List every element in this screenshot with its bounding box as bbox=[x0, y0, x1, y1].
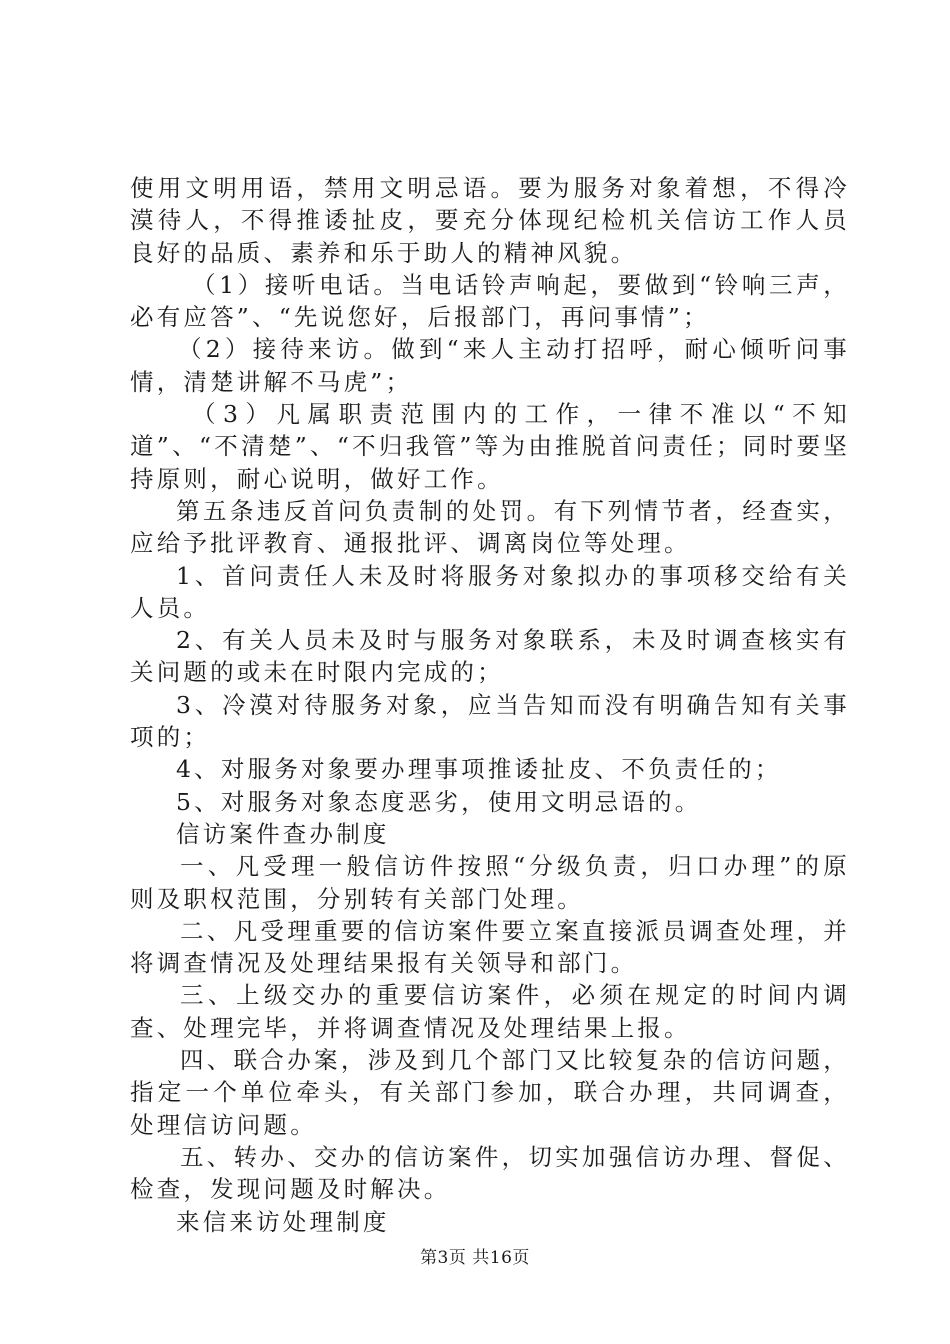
paragraph-civil-language: 使用文明用语，禁用文明忌语。要为服务对象着想，不得冷漠待人，不得推诿扯皮，要充分体现纪检机关信访工作人员良好的品质、素养和乐于助人的精神风貌。 bbox=[130, 174, 850, 267]
document-body bbox=[130, 172, 850, 1238]
paragraph-item-5: 5、对服务对象态度恶劣，使用文明忌语的。 bbox=[176, 787, 702, 816]
paragraph-item-2: 2、有关人员未及时与服务对象联系，未及时调查核实有关问题的或未在时限内完成的； bbox=[130, 626, 850, 687]
paragraph-item-4: 4、对服务对象要办理事项推诿扯皮、不负责任的； bbox=[176, 755, 782, 784]
paragraph-duty-scope: （3）凡属职责范围内的工作，一律不准以“不知道”、“不清楚”、“不归我管”等为由推脱首问责任；同时要坚持原则，耐心说明，做好工作。 bbox=[130, 400, 850, 493]
paragraph-case-3: 三、上级交办的重要信访案件，必须在规定的时间内调查、处理完毕，并将调查情况及处理结果上报。 bbox=[130, 981, 850, 1042]
page-footer bbox=[0, 1243, 950, 1268]
paragraph-case-5: 五、转办、交办的信访案件，切实加强信访办理、督促、检查，发现问题及时解决。 bbox=[130, 1142, 850, 1204]
section-heading-case-handling: 信访案件查办制度 bbox=[176, 819, 390, 848]
paragraph-receive-visitors: （2）接待来访。做到“来人主动打招呼，耐心倾听问事情，清楚讲解不马虎”； bbox=[130, 335, 850, 396]
paragraph-item-1: 1、首问责任人未及时将服务对象拟办的事项移交给有关人员。 bbox=[130, 561, 850, 622]
paragraph-answer-phone: （1）接听电话。当电话铃声响起，要做到“铃响三声，必有应答”、“先说您好，后报部门，再问事情”； bbox=[130, 270, 850, 332]
paragraph-case-4: 四、联合办案，涉及到几个部门又比较复杂的信访问题，指定一个单位牵头，有关部门参加，联合办理，共同调查，处理信访问题。 bbox=[130, 1046, 850, 1139]
paragraph-item-3: 3、冷漠对待服务对象，应当告知而没有明确告知有关事项的； bbox=[130, 690, 850, 752]
paragraph-article-five: 第五条违反首问负责制的处罚。有下列情节者，经查实，应给予批评教育、通报批评、调离岗位等处理。 bbox=[130, 496, 850, 558]
page-number: 第3页 共16页 bbox=[420, 1248, 530, 1268]
paragraph-case-1: 一、凡受理一般信访件按照“分级负责，归口办理”的原则及职权范围，分别转有关部门处理。 bbox=[130, 852, 850, 913]
paragraph-case-2: 二、凡受理重要的信访案件要立案直接派员调查处理，并将调查情况及处理结果报有关领导和部门。 bbox=[130, 916, 850, 978]
section-heading-letters-visits: 来信来访处理制度 bbox=[176, 1207, 390, 1236]
